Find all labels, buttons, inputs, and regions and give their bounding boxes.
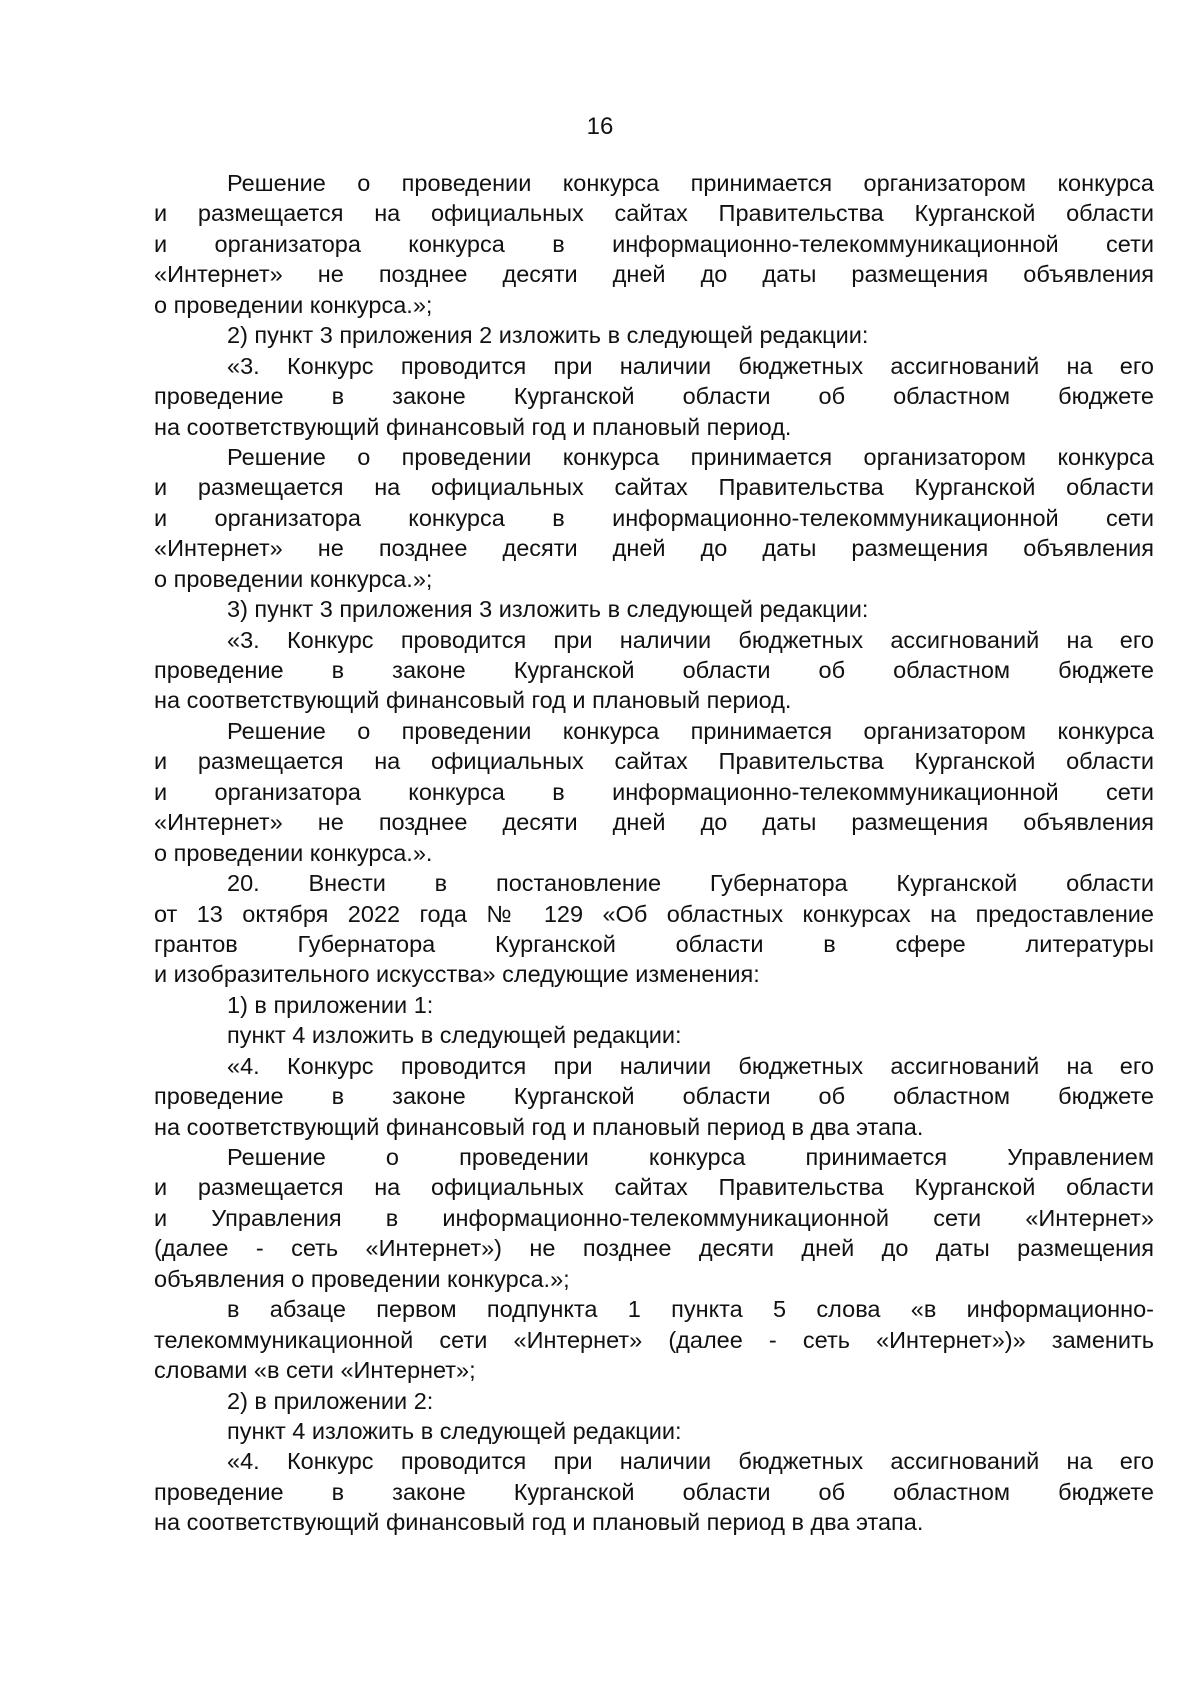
text-line: Решение о проведении конкурса принимается организатором конкурса: [227, 443, 1154, 470]
page-number: 16: [586, 113, 614, 140]
text-line: телекоммуникационной сети «Интернет» (далее - сеть «Интернет»)» заменить: [154, 1326, 1154, 1353]
text-line: (далее - сеть «Интернет») не позднее десяти дней до даты размещения: [154, 1235, 1154, 1262]
text-line: и размещается на официальных сайтах Правительства Курганской области: [154, 200, 1154, 227]
text-line: «Интернет» не позднее десяти дней до даты размещения объявления: [154, 809, 1154, 836]
text-line: «4. Конкурс проводится при наличии бюджетных ассигнований на его: [227, 1448, 1154, 1475]
text-line: и размещается на официальных сайтах Правительства Курганской области: [154, 1174, 1154, 1201]
text-line: Решение о проведении конкурса принимается Управлением: [227, 1144, 1154, 1170]
text-line: и размещается на официальных сайтах Правительства Курганской области: [154, 748, 1154, 775]
text-line: и организатора конкурса в информационно-телекоммуникационной сети: [154, 504, 1154, 531]
text-line: «Интернет» не позднее десяти дней до даты размещения объявления: [154, 535, 1154, 562]
text-line: о проведении конкурса.»;: [154, 291, 433, 318]
text-line: на соответствующий финансовый год и плановый период.: [154, 687, 792, 714]
text-line: и Управления в информационно-телекоммуникационной сети «Интернет»: [154, 1204, 1154, 1231]
text-line: Решение о проведении конкурса принимается организатором конкурса: [227, 170, 1154, 196]
text-line: 20. Внести в постановление Губернатора Курганской области: [227, 870, 1154, 897]
text-line: в абзаце первом подпункта 1 пункта 5 слова «в информационно-: [227, 1296, 1154, 1323]
text-line: 1) в приложении 1:: [227, 991, 434, 1018]
text-line: 2) в приложении 2:: [227, 1387, 434, 1414]
text-line: на соответствующий финансовый год и плановый период в два этапа.: [154, 1113, 924, 1140]
text-line: «3. Конкурс проводится при наличии бюджетных ассигнований на его: [227, 626, 1154, 653]
text-line: пункт 4 изложить в следующей редакции:: [227, 1417, 682, 1444]
text-line: на соответствующий финансовый год и плановый период в два этапа.: [154, 1509, 924, 1536]
text-line: о проведении конкурса.».: [154, 839, 433, 866]
text-line: и организатора конкурса в информационно-телекоммуникационной сети: [154, 230, 1154, 257]
text-line: проведение в законе Курганской области об областном бюджете: [154, 383, 1154, 410]
text-line: проведение в законе Курганской области об областном бюджете: [154, 1478, 1154, 1505]
text-line: 3) пункт 3 приложения 3 изложить в следующей редакции:: [227, 596, 869, 623]
text-line: на соответствующий финансовый год и плановый период.: [154, 413, 792, 440]
text-line: грантов Губернатора Курганской области в сфере литературы: [154, 930, 1154, 957]
text-line: и размещается на официальных сайтах Правительства Курганской области: [154, 474, 1154, 501]
text-line: словами «в сети «Интернет»;: [154, 1357, 476, 1384]
text-line: «3. Конкурс проводится при наличии бюджетных ассигнований на его: [227, 352, 1154, 379]
text-line: о проведении конкурса.»;: [154, 565, 433, 592]
text-line: и изобразительного искусства» следующие изменения:: [154, 961, 760, 988]
text-line: пункт 4 изложить в следующей редакции:: [227, 1022, 682, 1049]
text-line: и организатора конкурса в информационно-телекоммуникационной сети: [154, 778, 1154, 805]
document-body: [154, 168, 1154, 1538]
text-line: от 13 октября 2022 года № 129 «Об областных конкурсах на предоставление: [154, 900, 1154, 927]
text-line: объявления о проведении конкурса.»;: [154, 1265, 570, 1292]
text-line: Решение о проведении конкурса принимается организатором конкурса: [227, 717, 1154, 744]
text-line: проведение в законе Курганской области об областном бюджете: [154, 657, 1154, 683]
text-line: 2) пункт 3 приложения 2 изложить в следующей редакции:: [227, 322, 869, 349]
text-line: «4. Конкурс проводится при наличии бюджетных ассигнований на его: [227, 1052, 1154, 1079]
text-line: «Интернет» не позднее десяти дней до даты размещения объявления: [154, 261, 1154, 288]
text-line: проведение в законе Курганской области об областном бюджете: [154, 1083, 1154, 1110]
